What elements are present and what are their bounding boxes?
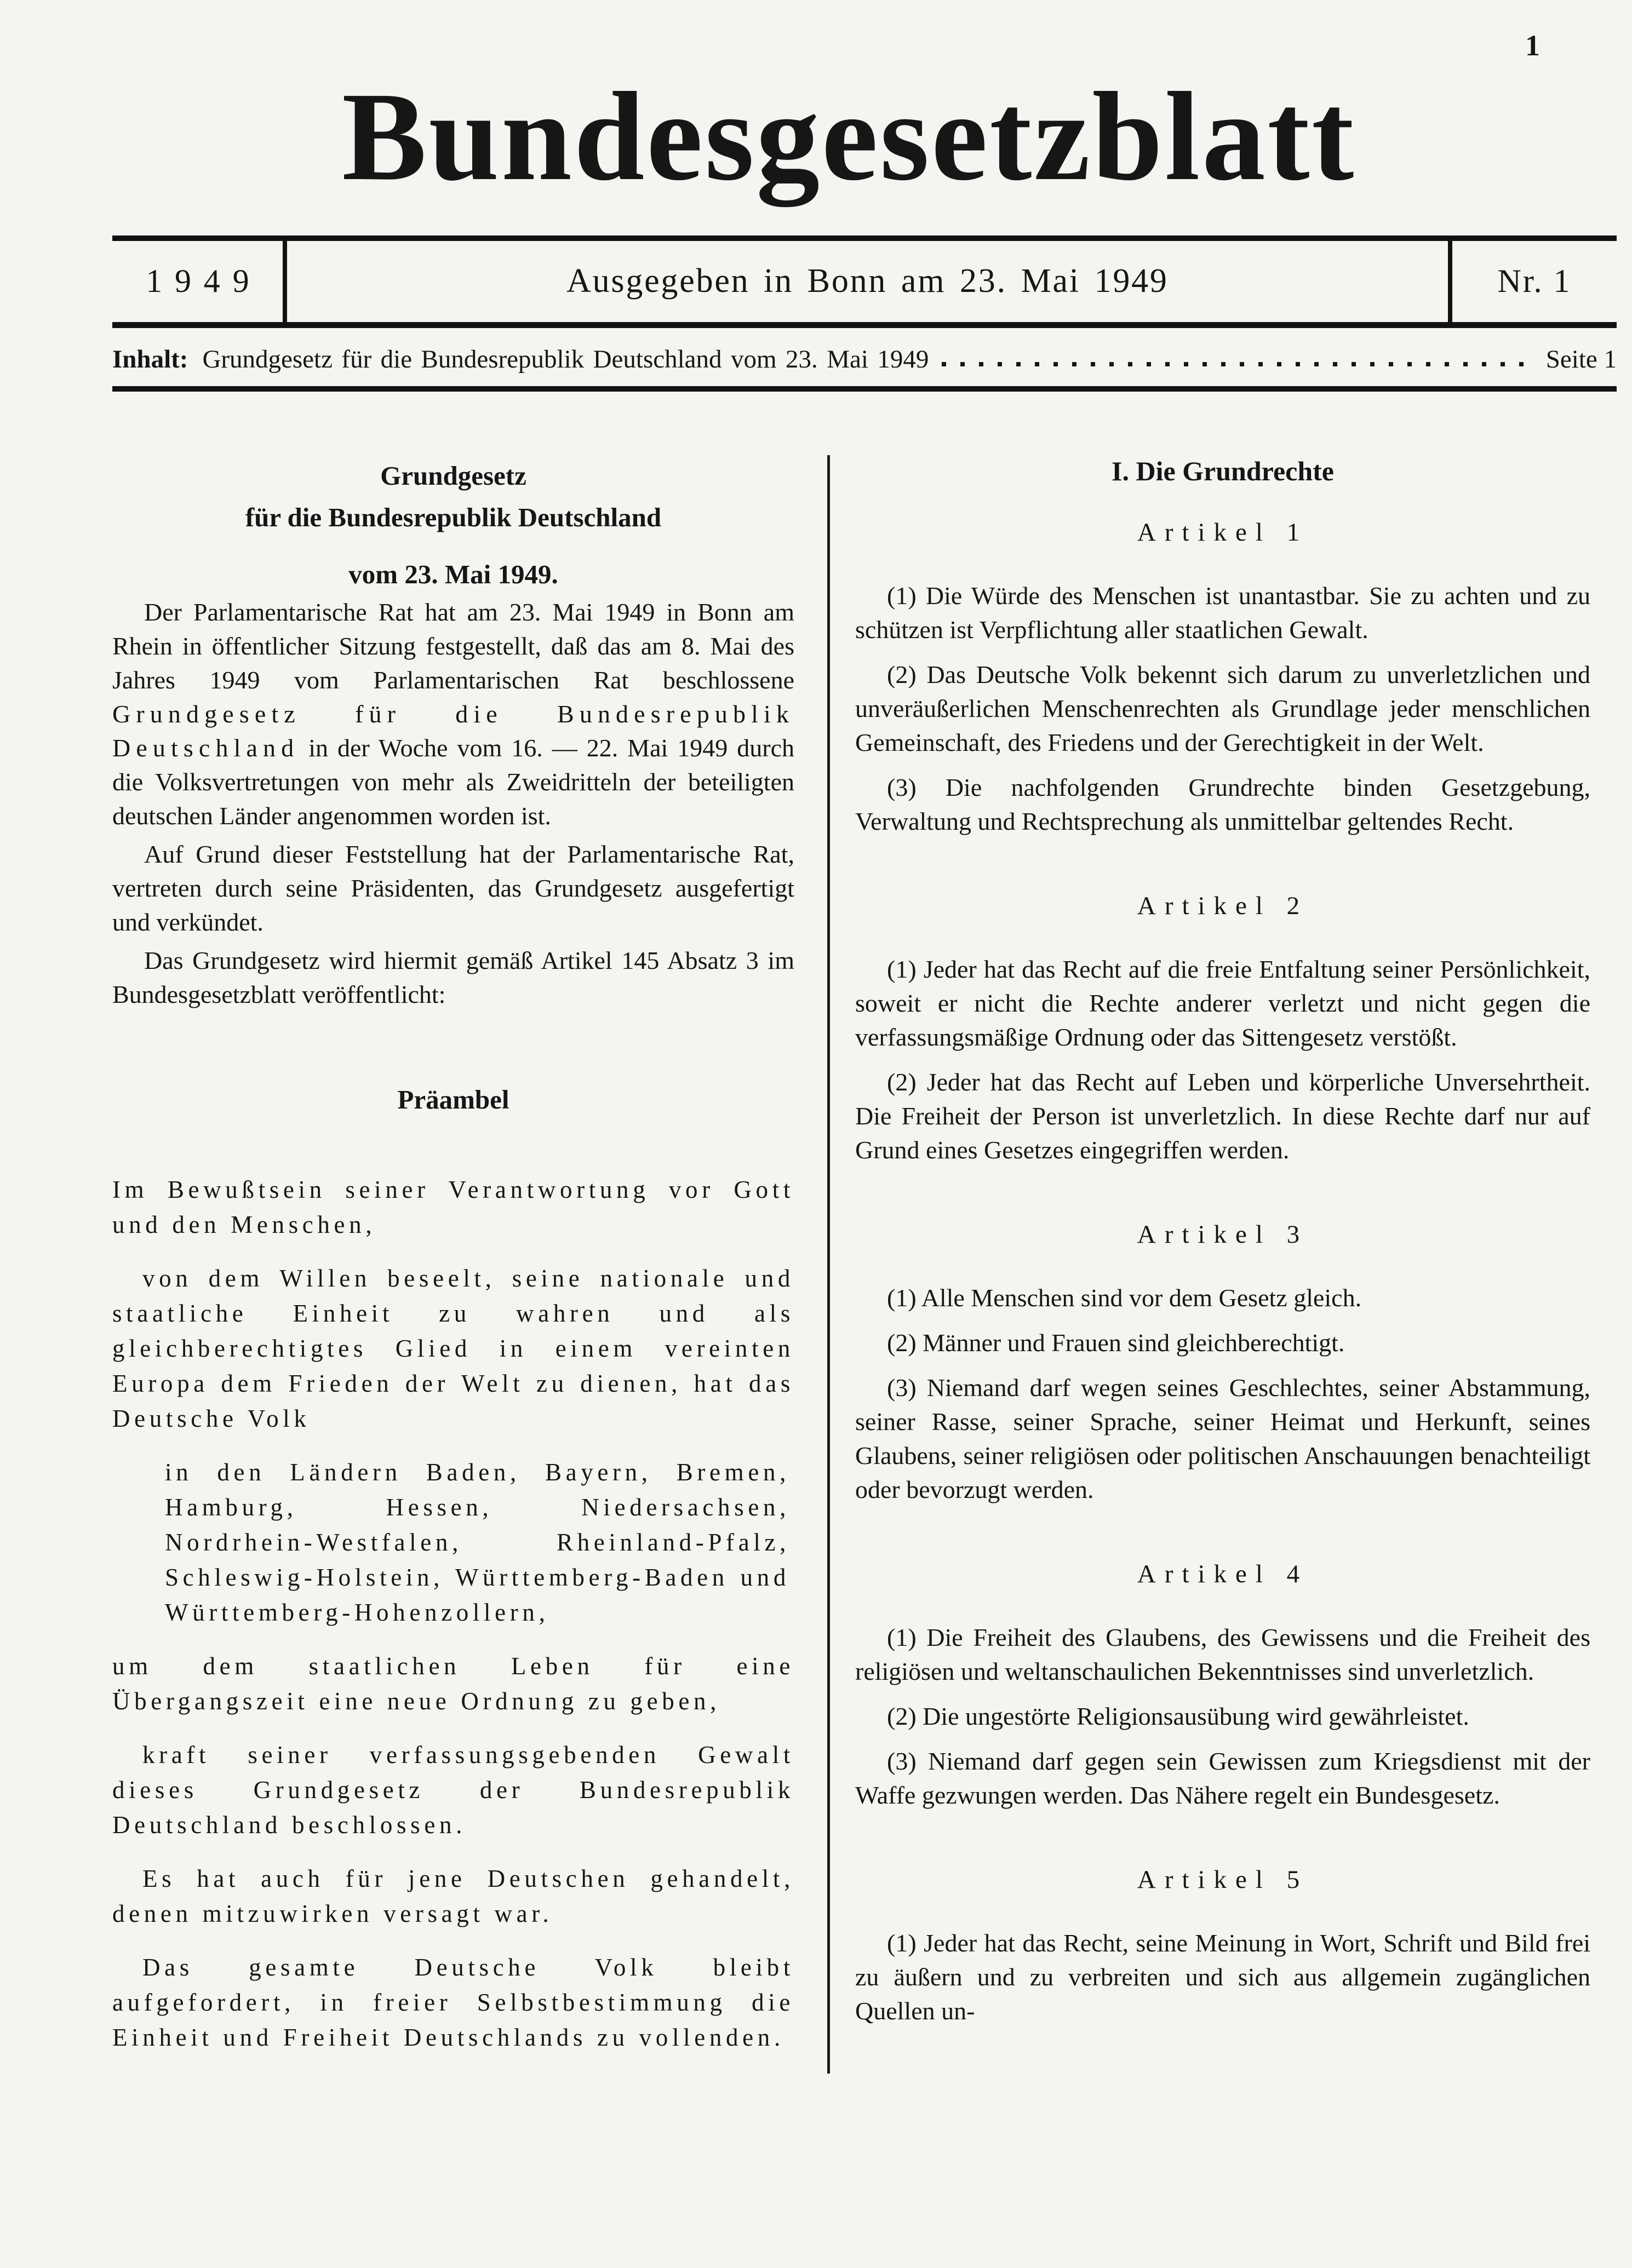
- issue-number: Nr. 1: [1448, 241, 1617, 322]
- artikel-2-heading: Artikel 2: [1137, 891, 1309, 920]
- artikel-1-heading: Artikel 1: [1137, 518, 1309, 547]
- promulgation-paragraph-1: [112, 595, 794, 833]
- issue-year: 1949: [112, 241, 287, 322]
- artikel-5-heading: Artikel 5: [1137, 1865, 1309, 1894]
- law-title: [112, 455, 794, 595]
- law-title-date: vom 23. Mai 1949.: [348, 559, 558, 589]
- page-number: 1: [1525, 29, 1540, 62]
- promulgation-paragraph-1-end: in der Woche vom 16. — 22. Mai 1949 durch die Volksvertretungen von mehr als Zweidritteln der beteiligten deutschen Länder angenommen worden ist.: [112, 733, 794, 830]
- preamble-paragraph-4: um dem staatlichen Leben für eine Übergangszeit eine neue Ordnung zu geben,: [112, 1652, 794, 1715]
- artikel-2-paragraph-2: (2) Jeder hat das Recht auf Leben und körperliche Unversehrtheit. Die Freiheit der Person ist unverletzlich. In diese Rechte darf nur auf Grund eines Gesetzes eingegriffen werden.: [855, 1067, 1590, 1164]
- artikel-3-heading: Artikel 3: [1137, 1220, 1309, 1249]
- promulgation-paragraph-3: Das Grundgesetz wird hiermit gemäß Artikel 145 Absatz 3 im Bundesgesetzblatt veröffentlicht:: [112, 946, 794, 1008]
- artikel-2-paragraph-1: (1) Jeder hat das Recht auf die freie Entfaltung seiner Persönlichkeit, soweit er nicht die Rechte anderer verletzt und nicht gegen die verfassungsmäßige Ordnung oder das Sittengesetz verstößt.: [855, 955, 1590, 1051]
- preamble-paragraph-1: Im Bewußtsein seiner Verantwortung vor Gott und den Menschen,: [112, 1175, 794, 1238]
- artikel-1-paragraph-1: (1) Die Würde des Menschen ist unantastbar. Sie zu achten und zu schützen ist Verpflichtung aller staatlichen Gewalt.: [855, 581, 1590, 644]
- artikel-4-paragraph-3: (3) Niemand darf gegen sein Gewissen zum Kriegsdienst mit der Waffe gezwungen werden. Das Nähere regelt ein Bundesgesetz.: [855, 1747, 1590, 1809]
- preamble-paragraph-5: kraft seiner verfassungsgebenden Gewalt dieses Grundgesetz der Bundesrepublik Deutschland beschlossen.: [112, 1741, 794, 1839]
- artikel-5-paragraph-1: (1) Jeder hat das Recht, seine Meinung in Wort, Schrift und Bild frei zu äußern und zu verbreiten und sich aus allgemein zugänglichen Quellen un-: [855, 1928, 1590, 2025]
- toc-label: Inhalt:: [112, 344, 188, 374]
- column-divider-rule: [827, 455, 830, 2074]
- artikel-3-paragraph-1: (1) Alle Menschen sind vor dem Gesetz gleich.: [887, 1283, 1362, 1312]
- two-column-body: [0, 455, 1632, 2074]
- preamble-paragraph-3: in den Ländern Baden, Bayern, Bremen, Hamburg, Hessen, Niedersachsen, Nordrhein-Westfalen, Rheinland-Pfalz, Schleswig-Holstein, Württemberg-Baden und Württemberg-Hohenzollern,: [165, 1458, 790, 1626]
- law-title-line-2: für die Bundesrepublik Deutschland: [245, 502, 662, 532]
- preamble-paragraph-2: von dem Willen beseelt, seine nationale und staatliche Einheit zu wahren und als gleichberechtigtes Glied in einem vereinten Europa dem Frieden der Welt zu dienen, hat das Deutsche Volk: [112, 1264, 794, 1432]
- preamble-paragraph-6: Es hat auch für jene Deutschen gehandelt, denen mitzuwirken versagt war.: [112, 1864, 794, 1927]
- artikel-1-paragraph-2: (2) Das Deutsche Volk bekennt sich darum zu unverletzlichen und unveräußerlichen Menschenrechten als Grundlage jeder menschlichen Gemeinschaft, des Friedens und der Gerechtigkeit in der Welt.: [855, 660, 1590, 756]
- toc-leader-dots: [942, 362, 1536, 366]
- toc-page-reference: Seite 1: [1545, 344, 1617, 374]
- artikel-3-paragraph-2: (2) Männer und Frauen sind gleichberechtigt.: [887, 1328, 1345, 1357]
- masthead-title: Bundesgesetzblatt: [342, 66, 1356, 207]
- promulgation-paragraph-2: Auf Grund dieser Feststellung hat der Parlamentarische Rat, vertreten durch seine Präsidenten, das Grundgesetz ausgefertigt und verkündet.: [112, 840, 794, 936]
- promulgation-paragraph-1-start: Der Parlamentarische Rat hat am 23. Mai 1949 in Bonn am Rhein in öffentlicher Sitzung festgestellt, daß das am 8. Mai des Jahres 1949 vom Parlamentarischen Rat beschlossene: [112, 598, 794, 694]
- right-column: [855, 455, 1590, 2074]
- preamble-paragraph-7: Das gesamte Deutsche Volk bleibt aufgefordert, in freier Selbstbestimmung die Einheit und Freiheit Deutschlands zu vollenden.: [112, 1953, 794, 2051]
- issue-header-bar: [112, 236, 1617, 328]
- promulgation-paragraph-1-emphasis: Grundgesetz für die Bundesrepublik Deutschland: [112, 699, 794, 762]
- artikel-1-paragraph-3: (3) Die nachfolgenden Grundrechte binden Gesetzgebung, Verwaltung und Rechtsprechung als unmittelbar geltendes Recht.: [855, 773, 1590, 835]
- artikel-3-paragraph-3: (3) Niemand darf wegen seines Geschlechtes, seiner Abstammung, seiner Rasse, seiner Sprache, seiner Heimat und Herkunft, seines Glaubens, seiner religiösen oder politischen Anschauungen benachteiligt oder bevorzugt werden.: [855, 1373, 1590, 1503]
- header-rule: [112, 386, 1617, 392]
- artikel-4-heading: Artikel 4: [1137, 1559, 1309, 1588]
- left-column: [112, 455, 794, 2074]
- section-heading-grundrechte: I. Die Grundrechte: [1112, 455, 1334, 486]
- issue-publication-line: Ausgegeben in Bonn am 23. Mai 1949: [566, 262, 1169, 300]
- artikel-4-paragraph-2: (2) Die ungestörte Religionsausübung wird gewährleistet.: [887, 1702, 1469, 1730]
- table-of-contents-row: [112, 344, 1617, 374]
- toc-entry: Grundgesetz für die Bundesrepublik Deutschland vom 23. Mai 1949: [202, 344, 929, 374]
- praeambel-heading: Präambel: [397, 1084, 509, 1115]
- law-title-line-1: Grundgesetz: [380, 460, 526, 491]
- artikel-4-paragraph-1: (1) Die Freiheit des Glaubens, des Gewissens und die Freiheit des religiösen und weltanschaulichen Bekenntnisses sind unverletzlich.: [855, 1623, 1590, 1685]
